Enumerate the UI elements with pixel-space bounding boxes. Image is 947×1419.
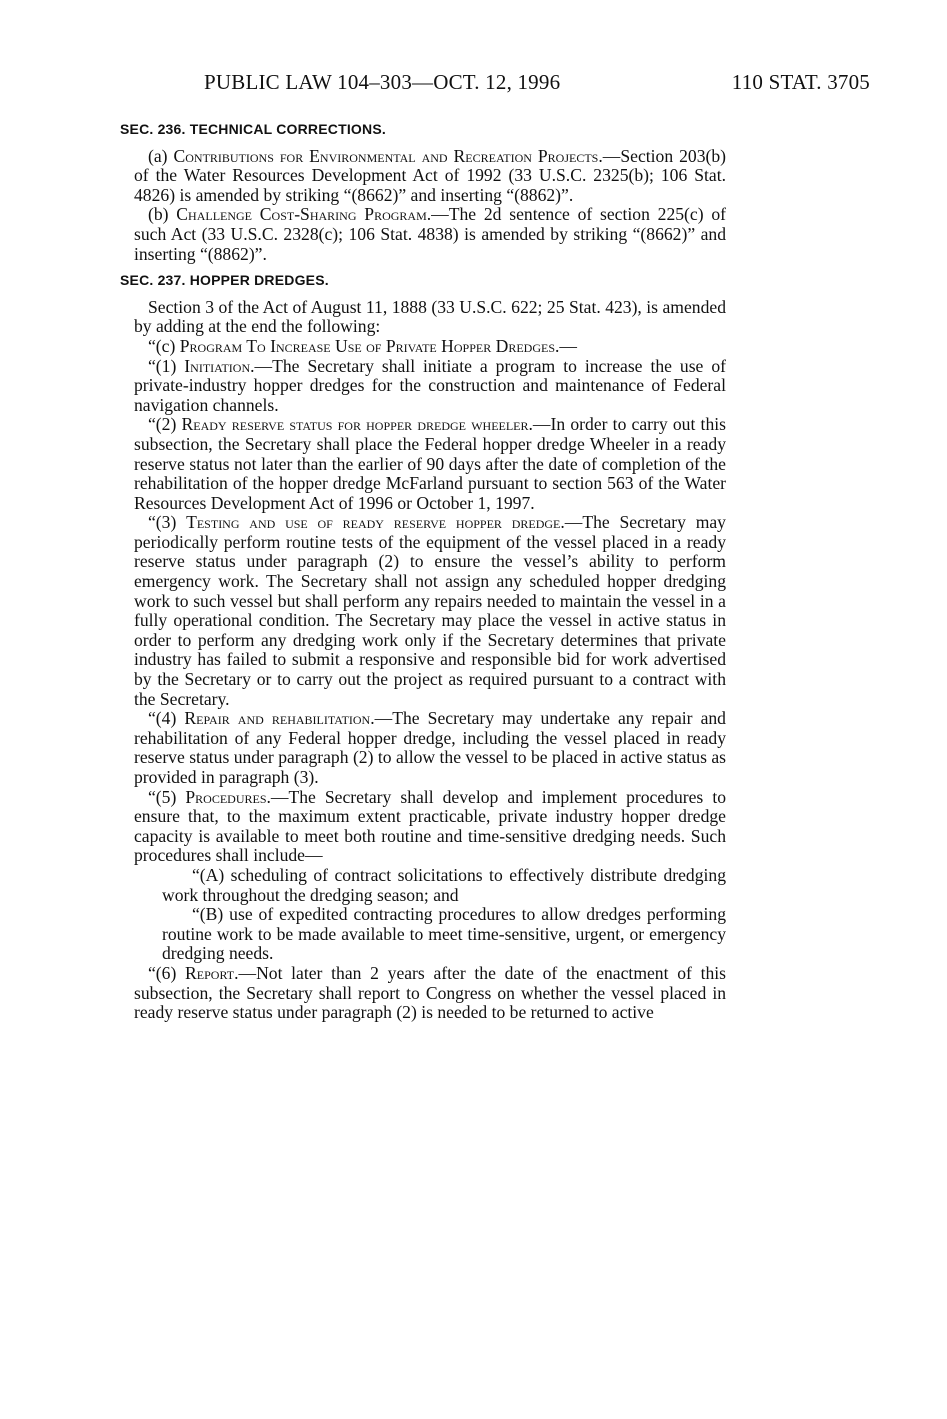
caption-236-b: Challenge Cost-Sharing Program. [176, 204, 432, 225]
text-237-6: —Not later than 2 years after the date of the enactment of this subsection, the Secretary shall report to Congress on whether the vessel placed in ready reserve status under paragraph (2) is needed to be returned to active [134, 962, 726, 1023]
caption-237-4: Repair and rehabilitation. [184, 708, 375, 729]
paragraph-236-b [134, 205, 726, 264]
caption-237-3: Testing and use of ready reserve hopper dredge. [186, 512, 565, 533]
caption-237-6: Report. [185, 962, 239, 983]
paragraph-237-5 [134, 788, 726, 866]
text-237-3: —The Secretary may periodically perform routine tests of the equipment of the vessel placed in a ready reserve status under paragraph (2) to ensure the vessel’s ability to perform emergency work. The Secretary shall not assign any scheduled hopper dredging work to such vessel but shall perform any repairs needed to maintain the vessel in a fully operational condition. The Secretary may place the vessel in active status in order to perform any dredging work only if the Secretary determines that private industry has failed to submit a responsive and responsible bid for work advertised by the Secretary or to carry out the project as required pursuant to a contract with the Secretary. [134, 512, 726, 709]
label-236-b: (b) [148, 204, 177, 225]
paragraph-236-a [134, 147, 726, 206]
caption-237-c: Program To Increase Use of Private Hopper Dredges. [179, 335, 560, 356]
text-237-1: —The Secretary shall initiate a program to increase the use of private-industry hopper dredges for the construction and maintenance of Federal navigation channels. [134, 355, 726, 415]
section-236-heading: SEC. 236. TECHNICAL CORRECTIONS. [120, 121, 386, 137]
label-237-1: “(1) [148, 355, 185, 376]
subparagraph-237-5-B: “(B) use of expedited contracting procedures to allow dredges performing routine work to be made available to meet time-sensitive, urgent, or emergency dredging needs. [162, 904, 726, 964]
paragraph-237-3 [134, 513, 726, 709]
label-237-c: “(c) [148, 335, 180, 356]
caption-237-2: Ready reserve status for hopper dredge wheeler. [181, 414, 533, 435]
caption-237-1: Initiation. [184, 355, 255, 376]
running-head-title: PUBLIC LAW 104–303—OCT. 12, 1996 [204, 70, 561, 94]
caption-236-a: Contributions for Environmental and Recreation Projects. [173, 145, 603, 166]
text-236-a: —Section 203(b) of the Water Resources Development Act of 1992 (33 U.S.C. 2325(b); 106 Stat. 4826) is amended by striking “(8662)” and inserting “(8862)”. [134, 145, 727, 205]
body-text [120, 120, 727, 1023]
paragraph-237-1 [134, 357, 726, 416]
label-236-a: (a) [148, 145, 174, 166]
text-237-5: —The Secretary shall develop and implement procedures to ensure that, to the maximum extent practicable, private industry hopper dredge capacity is available to meet both routine and time-sensitive dredging needs. Such procedures shall include— [134, 786, 726, 866]
paragraph-237-4 [134, 709, 726, 787]
text-237-4: —The Secretary may undertake any repair and rehabilitation of any Federal hopper dredge, including the vessel placed in ready reserve status under paragraph (2) to allow the vessel to be placed in active status as provided in paragraph (3). [134, 708, 726, 787]
label-237-3: “(3) [148, 512, 187, 533]
label-237-2: “(2) [148, 414, 182, 435]
paragraph-237-c [134, 337, 726, 357]
label-237-5: “(5) [148, 786, 186, 807]
section-237-heading: SEC. 237. HOPPER DREDGES. [120, 272, 329, 289]
paragraph-237-intro: Section 3 of the Act of August 11, 1888 (33 U.S.C. 622; 25 Stat. 423), is amended by adding at the end the following: [134, 296, 726, 337]
subparagraph-237-5-A: “(A) scheduling of contract solicitations to effectively distribute dredging work throughout the dredging season; and [162, 864, 726, 905]
text-237-2: —In order to carry out this subsection, the Secretary shall place the Federal hopper dredge Wheeler in a ready reserve status not later than the earlier of 90 days after the date of completion of the rehabilitation of the hopper dredge McFarland pursuant to section 563 of the Water Resources Development Act of 1996 or October 1, 1997. [134, 414, 726, 513]
caption-237-5: Procedures. [185, 786, 271, 807]
paragraph-237-2 [134, 415, 726, 513]
text-236-b: —The 2d sentence of section 225(c) of such Act (33 U.S.C. 2328(c); 106 Stat. 4838) is amended by striking “(8662)” and inserting “(8862)”. [134, 204, 726, 264]
label-237-6: “(6) [148, 962, 186, 983]
paragraph-237-6 [134, 964, 726, 1023]
label-237-4: “(4) [148, 708, 185, 729]
running-head-page-number: 110 STAT. 3705 [731, 70, 870, 94]
dash-237-c: — [559, 335, 577, 356]
